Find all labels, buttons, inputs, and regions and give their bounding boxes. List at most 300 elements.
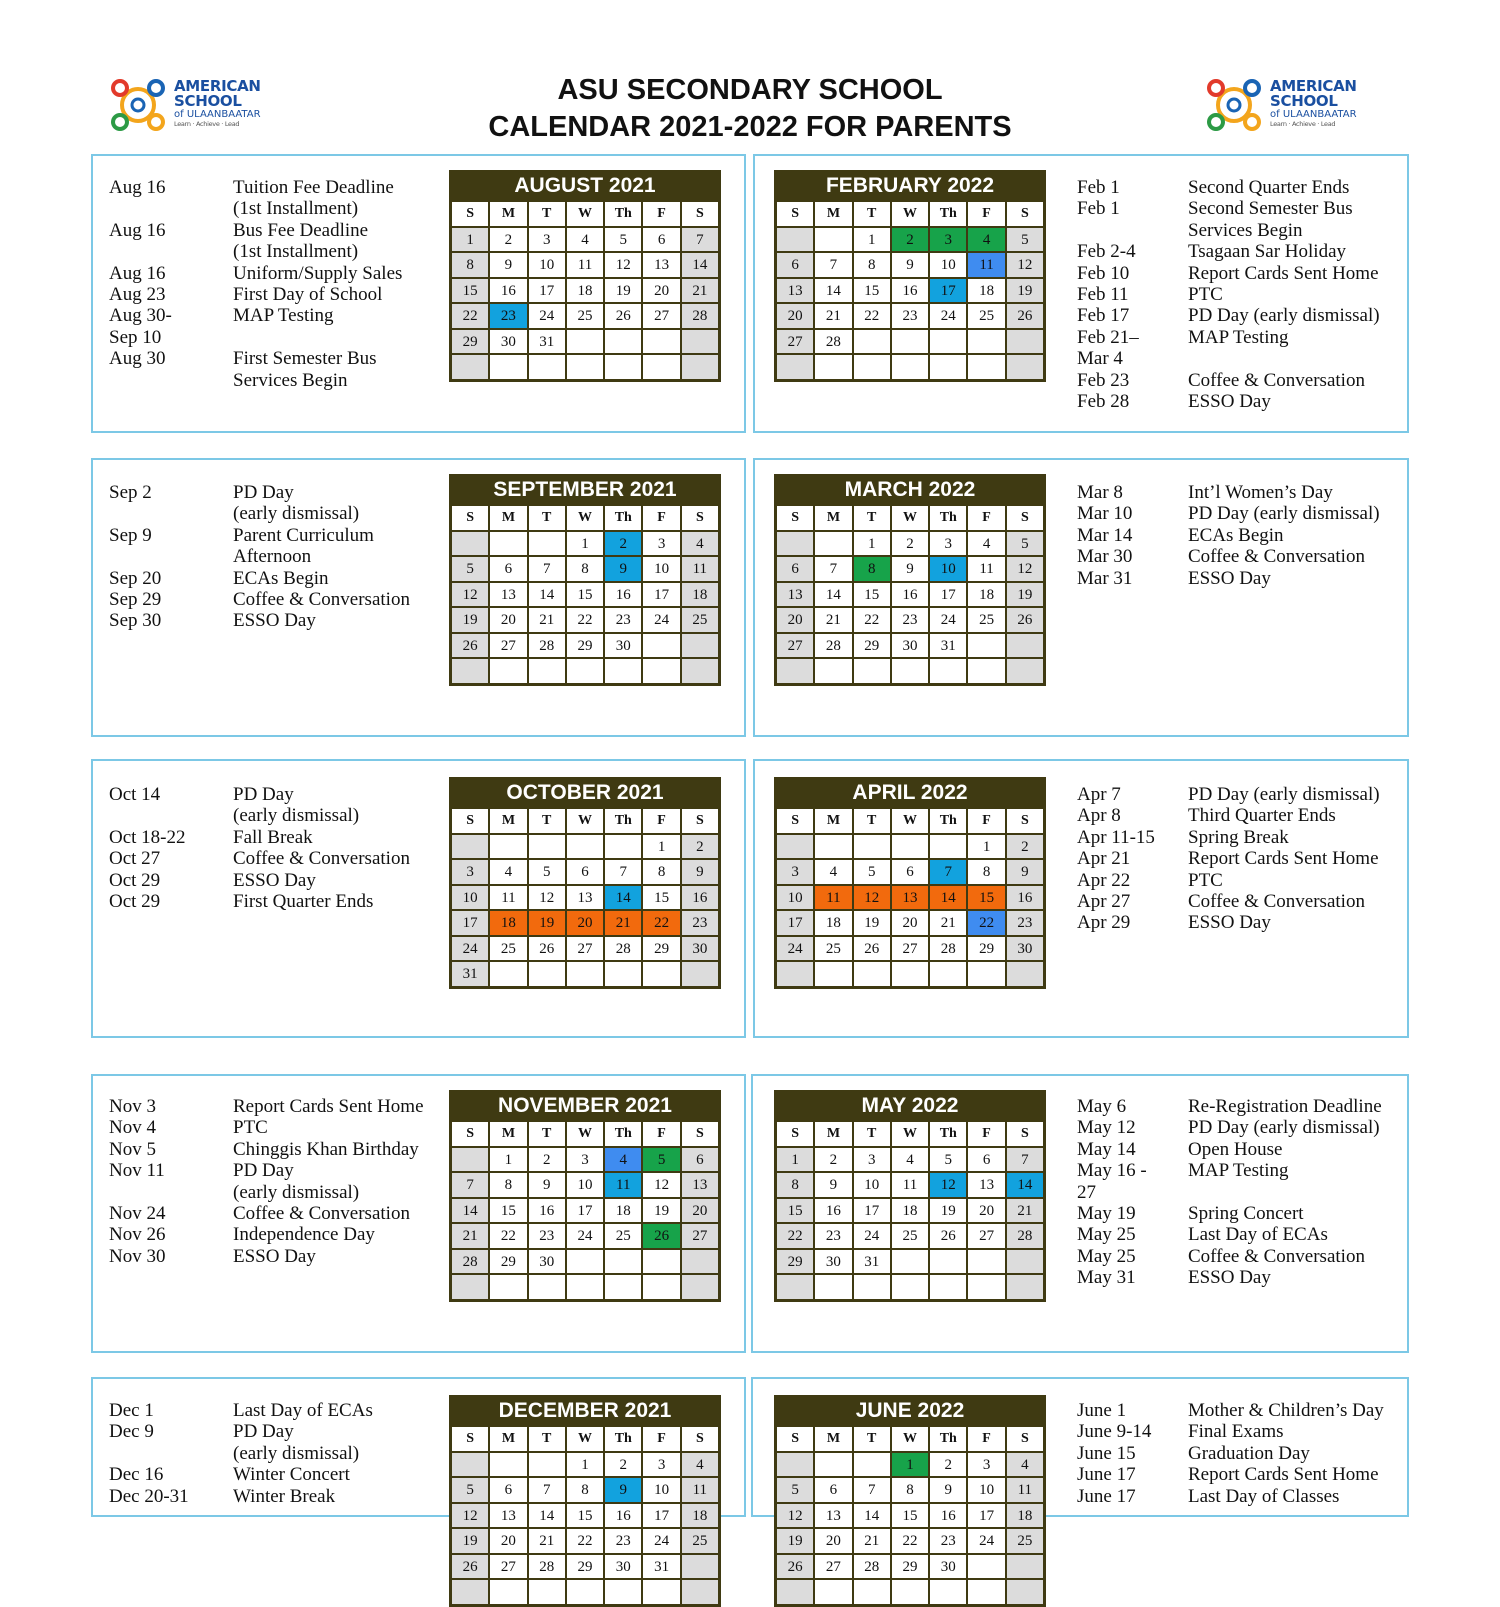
event-title: Coffee & Conversation bbox=[233, 848, 410, 870]
event-title: PTC bbox=[1188, 869, 1223, 891]
event-date: Feb 17 bbox=[1077, 305, 1130, 327]
month-grid bbox=[452, 200, 718, 379]
day-cell: 29 bbox=[452, 330, 488, 354]
event-title: Last Day of ECAs bbox=[1188, 1224, 1328, 1246]
weekday-header: S bbox=[777, 506, 813, 530]
empty-day-cell bbox=[892, 659, 928, 683]
day-cell: 6 bbox=[490, 1478, 526, 1502]
empty-day-cell bbox=[968, 1580, 1004, 1604]
weekday-header: T bbox=[529, 202, 565, 226]
day-cell: 11 bbox=[682, 1478, 718, 1502]
day-cell: 16 bbox=[892, 583, 928, 607]
month-grid bbox=[452, 1425, 718, 1604]
event-date: May 16 - bbox=[1077, 1160, 1147, 1182]
weekday-header: W bbox=[892, 202, 928, 226]
event-title: Final Exams bbox=[1188, 1421, 1284, 1443]
day-cell: 30 bbox=[529, 1250, 565, 1274]
event-row bbox=[1077, 1443, 1399, 1464]
day-cell: 30 bbox=[1007, 937, 1043, 961]
day-cell: 16 bbox=[529, 1199, 565, 1223]
empty-day-cell bbox=[643, 1275, 679, 1299]
weekday-header: S bbox=[682, 1122, 718, 1146]
day-cell: 27 bbox=[490, 1555, 526, 1579]
day-cell: 2 bbox=[605, 1453, 641, 1477]
event-date: Feb 10 bbox=[1077, 262, 1130, 284]
day-cell: 23 bbox=[682, 911, 718, 935]
event-title: PD Day bbox=[233, 1421, 294, 1443]
empty-day-cell bbox=[643, 659, 679, 683]
day-cell: 10 bbox=[930, 557, 966, 581]
day-cell: 25 bbox=[892, 1224, 928, 1248]
day-cell: 9 bbox=[605, 1478, 641, 1502]
event-row bbox=[109, 241, 439, 262]
weekday-header: W bbox=[892, 1427, 928, 1451]
event-date: Oct 29 bbox=[109, 869, 161, 891]
day-cell: 26 bbox=[605, 304, 641, 328]
day-cell: 1 bbox=[567, 532, 603, 556]
event-row bbox=[1077, 525, 1399, 546]
event-title: PD Day (early dismissal) bbox=[1188, 784, 1380, 805]
weekday-header: W bbox=[567, 1122, 603, 1146]
event-row bbox=[109, 589, 439, 610]
weekday-header: F bbox=[643, 1122, 679, 1146]
event-title: Last Day of Classes bbox=[1188, 1485, 1340, 1507]
day-cell: 15 bbox=[854, 583, 890, 607]
empty-day-cell bbox=[529, 355, 565, 379]
day-cell: 2 bbox=[1007, 835, 1043, 859]
day-cell: 19 bbox=[930, 1199, 966, 1223]
day-cell: 19 bbox=[777, 1529, 813, 1553]
day-cell: 20 bbox=[815, 1529, 851, 1553]
empty-day-cell bbox=[930, 659, 966, 683]
event-date: Apr 11-15 bbox=[1077, 826, 1155, 848]
day-cell: 25 bbox=[567, 304, 603, 328]
weekday-header: F bbox=[643, 506, 679, 530]
weekday-header: M bbox=[490, 202, 526, 226]
weekday-header: S bbox=[682, 809, 718, 833]
event-date: May 6 bbox=[1077, 1096, 1127, 1117]
day-cell: 2 bbox=[490, 228, 526, 252]
event-date: Sep 30 bbox=[109, 610, 162, 632]
empty-day-cell bbox=[682, 1580, 718, 1604]
day-cell: 1 bbox=[777, 1148, 813, 1172]
event-row bbox=[1077, 912, 1399, 933]
day-cell: 15 bbox=[643, 886, 679, 910]
event-row bbox=[1077, 546, 1399, 567]
event-date: May 19 bbox=[1077, 1203, 1136, 1225]
event-date: 27 bbox=[1077, 1181, 1096, 1203]
event-date: Feb 1 bbox=[1077, 177, 1120, 198]
day-cell: 17 bbox=[567, 1199, 603, 1223]
day-cell: 22 bbox=[490, 1224, 526, 1248]
event-date bbox=[1077, 220, 1188, 241]
day-cell: 16 bbox=[815, 1199, 851, 1223]
day-cell: 4 bbox=[567, 228, 603, 252]
day-cell: 20 bbox=[968, 1199, 1004, 1223]
month-grid bbox=[452, 1120, 718, 1299]
event-list-october bbox=[109, 784, 439, 912]
weekday-header: F bbox=[643, 809, 679, 833]
event-row bbox=[109, 1182, 439, 1203]
month-title: OCTOBER 2021 bbox=[506, 781, 664, 804]
day-cell: 26 bbox=[1007, 304, 1043, 328]
event-row bbox=[1077, 284, 1399, 305]
event-row bbox=[1077, 1246, 1399, 1267]
event-row bbox=[1077, 1160, 1399, 1181]
empty-day-cell bbox=[490, 1453, 526, 1477]
empty-day-cell bbox=[643, 1250, 679, 1274]
empty-day-cell bbox=[854, 355, 890, 379]
day-cell: 26 bbox=[854, 937, 890, 961]
day-cell: 5 bbox=[452, 1478, 488, 1502]
day-cell: 3 bbox=[452, 860, 488, 884]
day-cell: 27 bbox=[643, 304, 679, 328]
weekday-header: T bbox=[854, 506, 890, 530]
event-title: ECAs Begin bbox=[1188, 524, 1284, 546]
day-cell: 22 bbox=[567, 608, 603, 632]
event-title: Services Begin bbox=[1188, 219, 1303, 241]
day-cell: 1 bbox=[452, 228, 488, 252]
event-title: Independence Day bbox=[233, 1224, 375, 1246]
weekday-header: Th bbox=[930, 1427, 966, 1451]
event-title: Open House bbox=[1188, 1138, 1283, 1160]
day-cell: 13 bbox=[815, 1504, 851, 1528]
day-cell: 1 bbox=[567, 1453, 603, 1477]
day-cell: 22 bbox=[567, 1529, 603, 1553]
day-cell: 8 bbox=[452, 253, 488, 277]
empty-day-cell bbox=[682, 634, 718, 658]
day-cell: 19 bbox=[1007, 583, 1043, 607]
day-cell: 26 bbox=[643, 1224, 679, 1248]
event-row bbox=[1077, 327, 1399, 348]
weekday-header: S bbox=[1007, 202, 1043, 226]
day-cell: 11 bbox=[815, 886, 851, 910]
event-date: Dec 20-31 bbox=[109, 1485, 189, 1507]
event-date: Feb 2-4 bbox=[1077, 241, 1136, 263]
event-title: Re-Registration Deadline bbox=[1188, 1096, 1382, 1117]
empty-day-cell bbox=[529, 659, 565, 683]
empty-day-cell bbox=[643, 634, 679, 658]
event-title: PD Day bbox=[233, 1160, 294, 1182]
day-cell: 29 bbox=[968, 937, 1004, 961]
day-cell: 23 bbox=[1007, 911, 1043, 935]
empty-day-cell bbox=[682, 659, 718, 683]
empty-day-cell bbox=[854, 835, 890, 859]
day-cell: 16 bbox=[892, 279, 928, 303]
event-row bbox=[109, 348, 439, 369]
event-date: Mar 4 bbox=[1077, 348, 1123, 370]
day-cell: 7 bbox=[682, 228, 718, 252]
event-title: PD Day (early dismissal) bbox=[1188, 1117, 1380, 1139]
empty-day-cell bbox=[529, 532, 565, 556]
empty-day-cell bbox=[1007, 634, 1043, 658]
day-cell: 20 bbox=[490, 1529, 526, 1553]
day-cell: 28 bbox=[930, 937, 966, 961]
day-cell: 17 bbox=[452, 911, 488, 935]
page-title bbox=[350, 72, 1150, 146]
day-cell: 24 bbox=[777, 937, 813, 961]
empty-day-cell bbox=[968, 634, 1004, 658]
day-cell: 30 bbox=[892, 634, 928, 658]
event-row bbox=[1077, 1117, 1399, 1138]
day-cell: 23 bbox=[815, 1224, 851, 1248]
event-date: Nov 30 bbox=[109, 1245, 166, 1267]
event-row bbox=[109, 546, 439, 567]
calendar-april-2022 bbox=[774, 777, 1046, 989]
empty-day-cell bbox=[777, 1580, 813, 1604]
event-row bbox=[1077, 1203, 1399, 1224]
day-cell: 8 bbox=[567, 1478, 603, 1502]
day-cell: 21 bbox=[529, 1529, 565, 1553]
day-cell: 29 bbox=[490, 1250, 526, 1274]
day-cell: 20 bbox=[777, 608, 813, 632]
day-cell: 10 bbox=[643, 1478, 679, 1502]
event-title: PD Day (early dismissal) bbox=[1188, 503, 1380, 525]
day-cell: 9 bbox=[892, 557, 928, 581]
day-cell: 11 bbox=[1007, 1478, 1043, 1502]
day-cell: 28 bbox=[529, 634, 565, 658]
day-cell: 4 bbox=[490, 860, 526, 884]
empty-day-cell bbox=[643, 355, 679, 379]
weekday-header: T bbox=[854, 1122, 890, 1146]
day-cell: 8 bbox=[892, 1478, 928, 1502]
event-title: (early dismissal) bbox=[233, 805, 360, 827]
day-cell: 29 bbox=[892, 1555, 928, 1579]
day-cell: 22 bbox=[892, 1529, 928, 1553]
empty-day-cell bbox=[1007, 659, 1043, 683]
day-cell: 18 bbox=[682, 583, 718, 607]
day-cell: 30 bbox=[930, 1555, 966, 1579]
day-cell: 9 bbox=[892, 253, 928, 277]
day-cell: 5 bbox=[643, 1148, 679, 1172]
day-cell: 16 bbox=[930, 1504, 966, 1528]
event-title: (1st Installment) bbox=[233, 198, 359, 220]
event-date: Apr 27 bbox=[1077, 891, 1131, 913]
event-title: Coffee & Conversation bbox=[1188, 369, 1365, 391]
weekday-header: W bbox=[892, 506, 928, 530]
event-date: Mar 10 bbox=[1077, 503, 1133, 525]
empty-day-cell bbox=[968, 659, 1004, 683]
event-date: June 15 bbox=[1077, 1442, 1136, 1464]
weekday-header: T bbox=[529, 1427, 565, 1451]
day-cell: 9 bbox=[930, 1478, 966, 1502]
day-cell: 27 bbox=[892, 937, 928, 961]
event-date: June 17 bbox=[1077, 1485, 1136, 1507]
day-cell: 25 bbox=[968, 304, 1004, 328]
event-date: Dec 9 bbox=[109, 1421, 154, 1443]
empty-day-cell bbox=[567, 330, 603, 354]
event-row bbox=[109, 1224, 439, 1245]
day-cell: 18 bbox=[682, 1504, 718, 1528]
day-cell: 27 bbox=[815, 1555, 851, 1579]
event-row bbox=[109, 198, 439, 219]
event-row bbox=[109, 784, 439, 805]
month-grid bbox=[777, 200, 1043, 379]
event-title: ESSO Day bbox=[1188, 912, 1271, 934]
day-cell: 21 bbox=[930, 911, 966, 935]
event-row bbox=[109, 891, 439, 912]
day-cell: 26 bbox=[452, 1555, 488, 1579]
empty-day-cell bbox=[854, 1453, 890, 1477]
day-cell: 11 bbox=[968, 557, 1004, 581]
empty-day-cell bbox=[1007, 1580, 1043, 1604]
day-cell: 12 bbox=[452, 583, 488, 607]
weekday-header: W bbox=[567, 506, 603, 530]
title-line-2: CALENDAR 2021-2022 FOR PARENTS bbox=[488, 111, 1012, 143]
empty-day-cell bbox=[490, 1275, 526, 1299]
day-cell: 1 bbox=[892, 1453, 928, 1477]
school-logo-left bbox=[110, 76, 280, 136]
event-title: Uniform/Supply Sales bbox=[233, 262, 403, 284]
event-title: Int’l Women’s Day bbox=[1188, 482, 1333, 503]
day-cell: 23 bbox=[930, 1529, 966, 1553]
day-cell: 9 bbox=[529, 1173, 565, 1197]
logo-text-school: SCHOOL bbox=[174, 92, 242, 110]
day-cell: 18 bbox=[605, 1199, 641, 1223]
weekday-header: S bbox=[682, 506, 718, 530]
day-cell: 16 bbox=[682, 886, 718, 910]
day-cell: 14 bbox=[854, 1504, 890, 1528]
event-row bbox=[109, 1443, 439, 1464]
event-row bbox=[109, 1203, 439, 1224]
day-cell: 2 bbox=[682, 835, 718, 859]
event-title: (1st Installment) bbox=[233, 241, 359, 263]
empty-day-cell bbox=[777, 355, 813, 379]
empty-day-cell bbox=[567, 659, 603, 683]
day-cell: 31 bbox=[930, 634, 966, 658]
empty-day-cell bbox=[854, 330, 890, 354]
weekday-header: S bbox=[1007, 506, 1043, 530]
day-cell: 3 bbox=[529, 228, 565, 252]
day-cell: 1 bbox=[643, 835, 679, 859]
empty-day-cell bbox=[815, 1453, 851, 1477]
event-date: Dec 16 bbox=[109, 1464, 164, 1486]
event-title: Coffee & Conversation bbox=[1188, 1245, 1365, 1267]
day-cell: 9 bbox=[682, 860, 718, 884]
day-cell: 24 bbox=[643, 1529, 679, 1553]
day-cell: 10 bbox=[529, 253, 565, 277]
empty-day-cell bbox=[567, 962, 603, 986]
day-cell: 2 bbox=[892, 532, 928, 556]
empty-day-cell bbox=[452, 1275, 488, 1299]
event-title: Second Semester Bus bbox=[1188, 198, 1353, 220]
empty-day-cell bbox=[682, 1250, 718, 1274]
event-date: Feb 11 bbox=[1077, 284, 1129, 306]
day-cell: 8 bbox=[777, 1173, 813, 1197]
day-cell: 1 bbox=[968, 835, 1004, 859]
event-title: First Day of School bbox=[233, 284, 383, 306]
event-title: ECAs Begin bbox=[233, 567, 329, 589]
event-title: Report Cards Sent Home bbox=[1188, 1464, 1379, 1486]
empty-day-cell bbox=[854, 962, 890, 986]
empty-day-cell bbox=[1007, 355, 1043, 379]
empty-day-cell bbox=[452, 1580, 488, 1604]
day-cell: 15 bbox=[567, 583, 603, 607]
empty-day-cell bbox=[777, 659, 813, 683]
empty-day-cell bbox=[605, 1275, 641, 1299]
weekday-header: W bbox=[567, 809, 603, 833]
day-cell: 27 bbox=[567, 937, 603, 961]
weekday-header: F bbox=[968, 202, 1004, 226]
day-cell: 25 bbox=[490, 937, 526, 961]
day-cell: 25 bbox=[968, 608, 1004, 632]
event-date bbox=[109, 503, 233, 524]
day-cell: 12 bbox=[777, 1504, 813, 1528]
event-date: June 17 bbox=[1077, 1464, 1136, 1486]
day-cell: 23 bbox=[490, 304, 526, 328]
empty-day-cell bbox=[490, 532, 526, 556]
event-date: Aug 16 bbox=[109, 177, 166, 198]
event-date: Mar 8 bbox=[1077, 482, 1123, 503]
weekday-header: Th bbox=[605, 506, 641, 530]
day-cell: 23 bbox=[605, 608, 641, 632]
day-cell: 20 bbox=[682, 1199, 718, 1223]
calendar-december-2021 bbox=[449, 1395, 721, 1607]
day-cell: 10 bbox=[643, 557, 679, 581]
day-cell: 24 bbox=[930, 608, 966, 632]
day-cell: 31 bbox=[854, 1250, 890, 1274]
empty-day-cell bbox=[682, 355, 718, 379]
day-cell: 3 bbox=[567, 1148, 603, 1172]
weekday-header: S bbox=[452, 506, 488, 530]
day-cell: 27 bbox=[777, 330, 813, 354]
event-row bbox=[1077, 805, 1399, 826]
day-cell: 10 bbox=[854, 1173, 890, 1197]
day-cell: 24 bbox=[968, 1529, 1004, 1553]
event-title: Winter Break bbox=[233, 1485, 336, 1507]
event-row bbox=[109, 284, 439, 305]
day-cell: 14 bbox=[930, 886, 966, 910]
day-cell: 22 bbox=[854, 304, 890, 328]
empty-day-cell bbox=[930, 1580, 966, 1604]
day-cell: 27 bbox=[490, 634, 526, 658]
event-row bbox=[1077, 241, 1399, 262]
calendar-september-2021 bbox=[449, 474, 721, 686]
event-date: Oct 18-22 bbox=[109, 826, 186, 848]
day-cell: 24 bbox=[452, 937, 488, 961]
day-cell: 24 bbox=[529, 304, 565, 328]
day-cell: 4 bbox=[1007, 1453, 1043, 1477]
empty-day-cell bbox=[643, 962, 679, 986]
day-cell: 21 bbox=[529, 608, 565, 632]
day-cell: 7 bbox=[529, 557, 565, 581]
day-cell: 23 bbox=[892, 304, 928, 328]
month-title: JUNE 2022 bbox=[855, 1399, 965, 1422]
empty-day-cell bbox=[1007, 1555, 1043, 1579]
weekday-header: S bbox=[452, 1122, 488, 1146]
event-title: MAP Testing bbox=[1188, 326, 1289, 348]
day-cell: 18 bbox=[968, 583, 1004, 607]
day-cell: 3 bbox=[930, 532, 966, 556]
calendar-may-2022 bbox=[774, 1090, 1046, 1302]
empty-day-cell bbox=[452, 1453, 488, 1477]
event-date: Aug 30- bbox=[109, 305, 172, 327]
empty-day-cell bbox=[529, 1453, 565, 1477]
day-cell: 6 bbox=[777, 253, 813, 277]
weekday-header: Th bbox=[930, 506, 966, 530]
event-date: Sep 9 bbox=[109, 524, 152, 546]
day-cell: 15 bbox=[892, 1504, 928, 1528]
day-cell: 7 bbox=[854, 1478, 890, 1502]
event-date: Apr 22 bbox=[1077, 869, 1131, 891]
day-cell: 14 bbox=[605, 886, 641, 910]
event-row bbox=[109, 263, 439, 284]
day-cell: 5 bbox=[930, 1148, 966, 1172]
event-title: Fall Break bbox=[233, 826, 313, 848]
day-cell: 18 bbox=[968, 279, 1004, 303]
day-cell: 15 bbox=[567, 1504, 603, 1528]
event-title: (early dismissal) bbox=[233, 1442, 360, 1464]
